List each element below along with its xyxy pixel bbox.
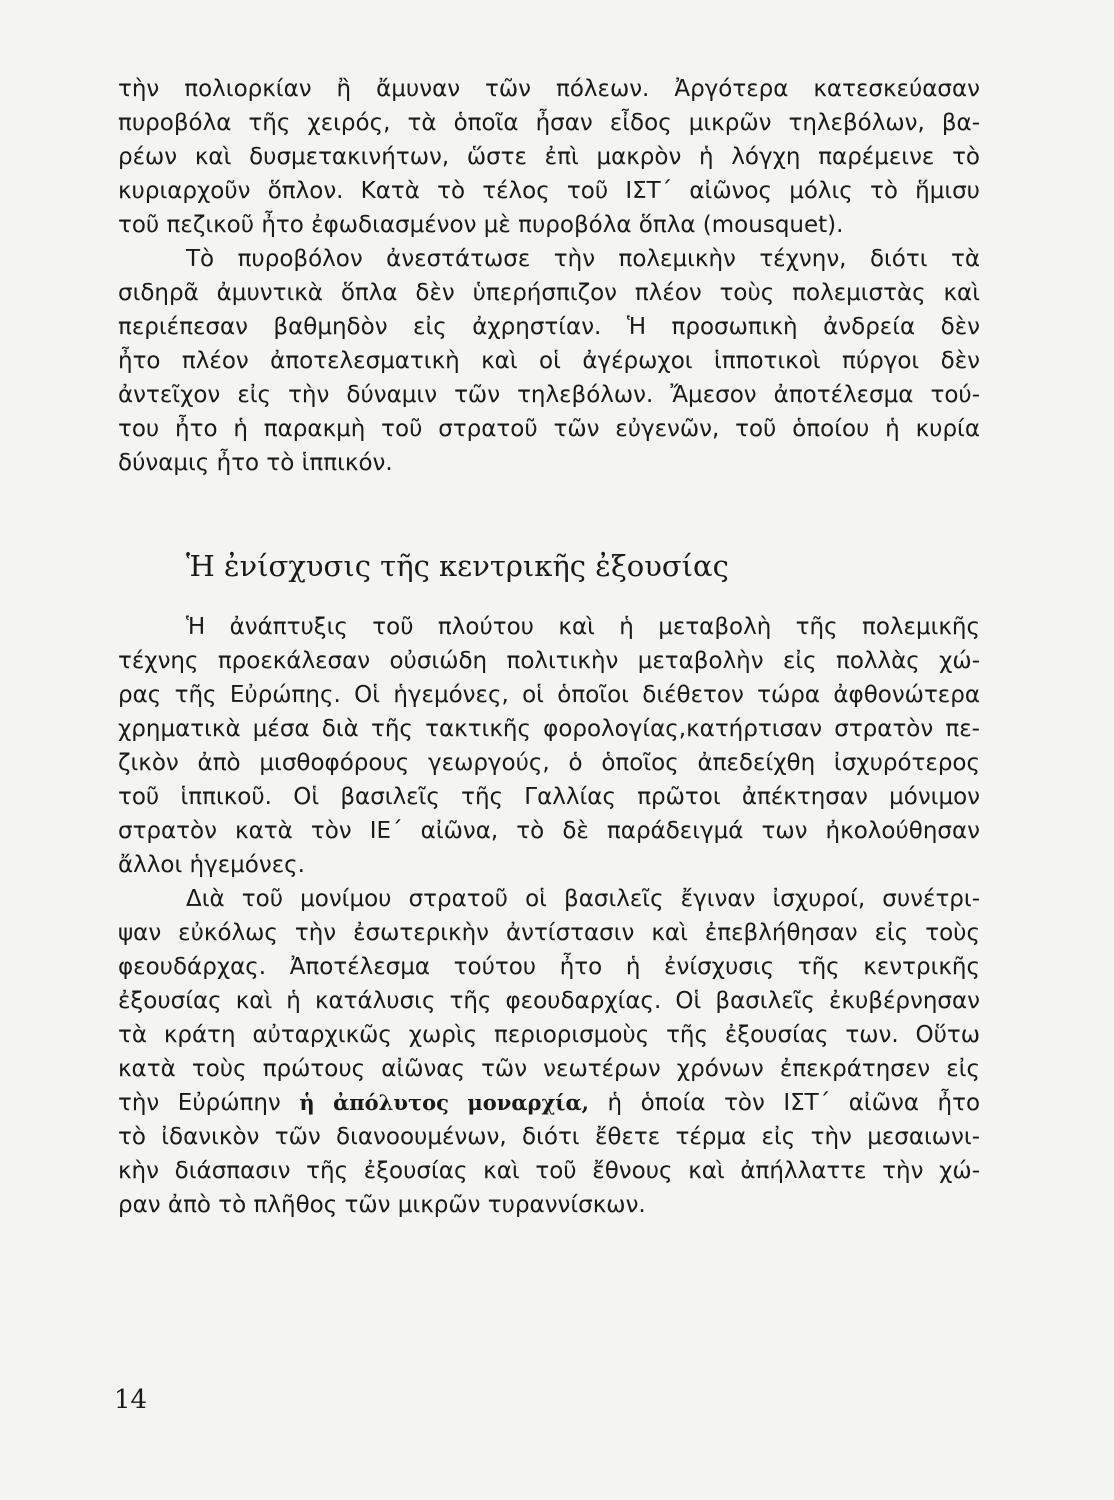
text-line: Διὰ τοῦ μονίμου στρατοῦ οἱ βασιλεῖς ἔγιναν ἰσχυροί, συνέτρι- [186, 886, 980, 912]
text-line: κὴν διάσπασιν τῆς ἐξουσίας καὶ τοῦ ἔθνους καὶ ἀπήλλαττε τὴν χώ- [118, 1158, 980, 1184]
text-line-with-emphasis [118, 1086, 980, 1120]
text-block-top [118, 72, 980, 480]
text-line: κυριαρχοῦν ὅπλον. Κατὰ τὸ τέλος τοῦ ΙΣΤ΄ αἰῶνος μόλις τὸ ἥμισυ [118, 178, 980, 204]
paragraph-1 [118, 72, 980, 242]
paragraph-3 [118, 610, 980, 882]
text-line: ἦτο πλέον ἀποτελεσματικὴ καὶ οἱ ἀγέρωχοι ἱπποτικοὶ πύργοι δὲν [118, 348, 980, 374]
text-line: ἀντεῖχον εἰς τὴν δύναμιν τῶν τηλεβόλων. Ἄμεσον ἀποτέλεσμα τού- [118, 382, 980, 408]
text-line: φεουδάρχας. Ἀποτέλεσμα τούτου ἦτο ἡ ἐνίσχυσις τῆς κεντρικῆς [118, 954, 980, 980]
text-line: του ἦτο ἡ παρακμὴ τοῦ στρατοῦ τῶν εὐγενῶν, τοῦ ὁποίου ἡ κυρία [118, 416, 980, 442]
text-line: τὸ ἰδανικὸν τῶν διανοουμένων, διότι ἔθετε τέρμα εἰς τὴν μεσαιωνι- [118, 1124, 980, 1150]
text-line: τὰ κράτη αὐταρχικῶς χωρὶς περιορισμοὺς τῆς ἐξουσίας των. Οὕτω [118, 1022, 980, 1048]
text-line: τοῦ πεζικοῦ ἦτο ἐφωδιασμένον μὲ πυροβόλα ὅπλα (mousquet). [118, 212, 844, 238]
paragraph-2 [118, 242, 980, 480]
text-line: Ἡ ἀνάπτυξις τοῦ πλούτου καὶ ἡ μεταβολὴ τῆς πολεμικῆς [186, 614, 980, 640]
text-line: κατὰ τοὺς πρώτους αἰῶνας τῶν νεωτέρων χρόνων ἐπεκράτησεν εἰς [118, 1056, 980, 1082]
text-line: τὴν πολιορκίαν ἢ ἄμυναν τῶν πόλεων. Ἀργότερα κατεσκεύασαν [118, 76, 980, 102]
text-line: σιδηρᾶ ἀμυντικὰ ὅπλα δὲν ὑπερήσπιζον πλέον τοὺς πολεμιστὰς καὶ [118, 280, 980, 306]
text-fragment: τὴν Εὐρώπην [118, 1090, 300, 1116]
text-block-bottom [118, 610, 980, 1222]
bold-phrase: ἡ ἀπόλυτος μοναρχία, [299, 1090, 589, 1115]
text-line: τοῦ ἱππικοῦ. Οἱ βασιλεῖς τῆς Γαλλίας πρῶτοι ἀπέκτησαν μόνιμον [118, 784, 980, 810]
text-line: ζικὸν ἀπὸ μισθοφόρους γεωργούς, ὁ ὁποῖος ἀπεδείχθη ἰσχυρότερος [118, 750, 980, 776]
text-fragment: ἡ ὁποία τὸν ΙΣΤ΄ αἰῶνα ἦτο [588, 1090, 981, 1116]
text-line: περιέπεσαν βαθμηδὸν εἰς ἀχρηστίαν. Ἡ προσωπικὴ ἀνδρεία δὲν [118, 314, 980, 340]
text-line: ψαν εὐκόλως τὴν ἐσωτερικὴν ἀντίστασιν καὶ ἐπεβλήθησαν εἰς τοὺς [118, 920, 980, 946]
paragraph-4 [118, 882, 980, 1222]
section-heading: Ἡ ἐνίσχυσις τῆς κεντρικῆς ἐξουσίας [186, 549, 729, 583]
text-line: ρέων καὶ δυσμετακινήτων, ὥστε ἐπὶ μακρὸν ἡ λόγχη παρέμεινε τὸ [118, 144, 980, 170]
text-line: ἐξουσίας καὶ ἡ κατάλυσις τῆς φεουδαρχίας. Οἱ βασιλεῖς ἐκυβέρνησαν [118, 988, 980, 1014]
text-line: τέχνης προεκάλεσαν οὐσιώδη πολιτικὴν μεταβολὴν εἰς πολλὰς χώ- [118, 648, 980, 674]
text-line: ραν ἀπὸ τὸ πλῆθος τῶν μικρῶν τυραννίσκων. [118, 1192, 646, 1218]
text-line: χρηματικὰ μέσα διὰ τῆς τακτικῆς φορολογίας,κατήρτισαν στρατὸν πε- [118, 716, 980, 742]
text-line: στρατὸν κατὰ τὸν ΙΕ΄ αἰῶνα, τὸ δὲ παράδειγμά των ἠκολούθησαν [118, 818, 980, 844]
text-line: πυροβόλα τῆς χειρός, τὰ ὁποῖα ἦσαν εἶδος μικρῶν τηλεβόλων, βα- [118, 110, 980, 136]
text-line: Τὸ πυροβόλον ἀνεστάτωσε τὴν πολεμικὴν τέχνην, διότι τὰ [186, 246, 980, 272]
text-line: δύναμις ἦτο τὸ ἱππικόν. [118, 450, 393, 476]
page-number: 14 [114, 1385, 148, 1415]
text-line: ρας τῆς Εὐρώπης. Οἱ ἡγεμόνες, οἱ ὁποῖοι διέθετον τώρα ἀφθονώτερα [118, 682, 980, 708]
text-line: ἄλλοι ἡγεμόνες. [118, 852, 305, 878]
